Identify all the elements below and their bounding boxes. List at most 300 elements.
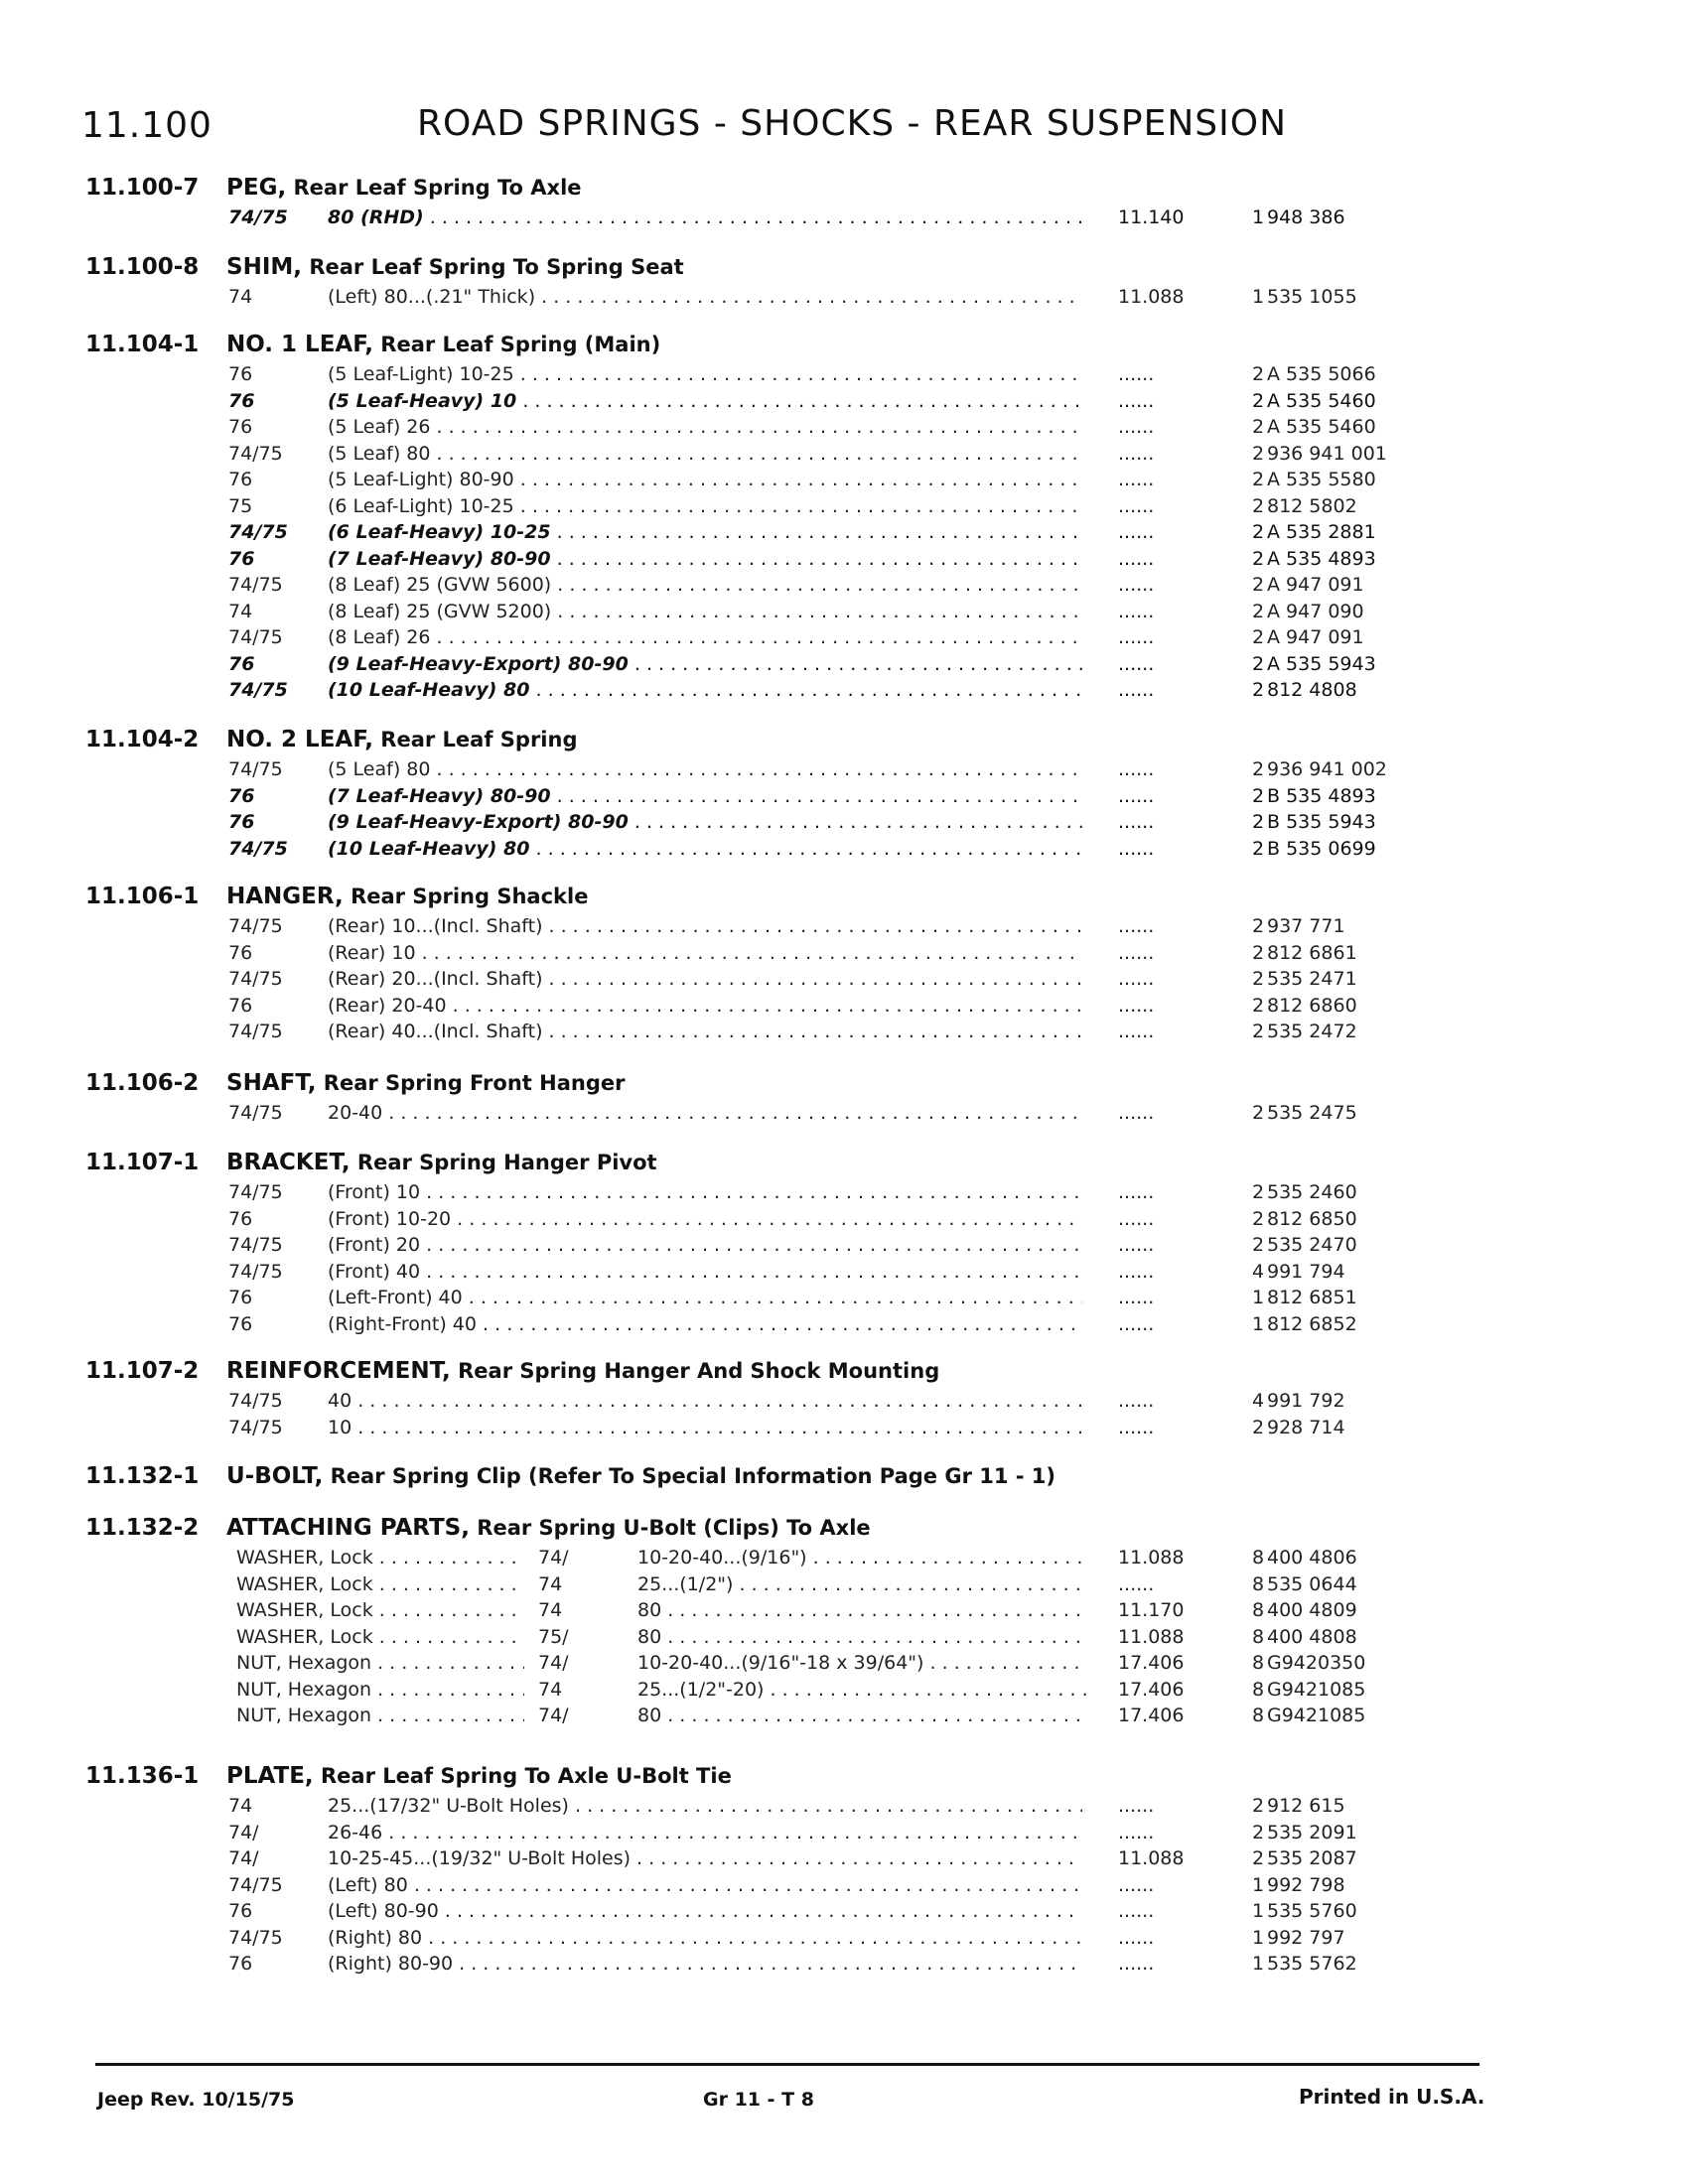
application-description: 10-20-40...(9/16") . . .: [637, 1545, 1086, 1571]
part-number: 812 6850: [1267, 1207, 1357, 1230]
quantity: 8: [1251, 1678, 1265, 1701]
application-description: (5 Leaf) 80 . . .: [328, 441, 1082, 468]
model-years: 74/75: [228, 626, 283, 648]
table-row: [0, 441, 1688, 468]
part-number: 400 4809: [1267, 1599, 1357, 1621]
model-years: 76: [228, 547, 255, 570]
quantity: 2: [1251, 1234, 1265, 1256]
quantity: 2: [1251, 626, 1265, 648]
table-row: [0, 1019, 1688, 1045]
quantity: 1: [1251, 286, 1265, 308]
application-description: 25...(1/2"-20) . . .: [637, 1677, 1086, 1704]
quantity: 2: [1251, 416, 1265, 438]
part-description: Rear Spring U-Bolt (Clips) To Axle: [477, 1516, 871, 1540]
application-description: (8 Leaf) 25 (GVW 5600) . . .: [328, 572, 1082, 599]
model-years: 74/: [538, 1547, 569, 1569]
application-description: (Front) 10-20 . . .: [328, 1206, 1082, 1233]
reference-number: 17.406: [1118, 1705, 1185, 1726]
part-description: Rear Leaf Spring (Main): [380, 333, 661, 356]
table-row: [0, 414, 1688, 441]
part-name: U-BOLT,: [226, 1463, 324, 1489]
reference-number: ......: [1118, 442, 1155, 465]
quantity: 1: [1251, 206, 1265, 228]
table-row: [0, 1793, 1688, 1820]
table-row: [0, 1925, 1688, 1952]
application-description: (8 Leaf) 25 (GVW 5200) . . .: [328, 599, 1082, 625]
reference-number: ......: [1118, 1390, 1155, 1412]
part-number: A 947 090: [1267, 600, 1364, 622]
quantity: 2: [1251, 1821, 1265, 1843]
reference-number: ......: [1118, 600, 1155, 622]
application-description: (10 Leaf-Heavy) 80 . . .: [328, 677, 1082, 704]
application-description: (5 Leaf-Light) 10-25 . . .: [328, 361, 1082, 388]
model-years: 74/75: [228, 837, 288, 860]
quantity: 2: [1251, 941, 1265, 964]
item-name: WASHER, Lock . . .: [236, 1545, 524, 1571]
table-row: [0, 1415, 1688, 1441]
part-number: 992 798: [1267, 1873, 1345, 1896]
quantity: 2: [1251, 758, 1265, 780]
quantity: 2: [1251, 521, 1265, 543]
application-description: 10 . . .: [328, 1415, 1082, 1441]
part-rows: [0, 361, 1688, 704]
reference-number: ......: [1118, 363, 1155, 385]
reference-number: ......: [1118, 389, 1155, 412]
model-years: 74/75: [228, 574, 283, 596]
table-row: [0, 783, 1688, 810]
part-description: Rear Spring Shackle: [351, 885, 589, 908]
quantity: 2: [1251, 679, 1265, 701]
reference-number: ......: [1118, 1873, 1155, 1896]
reference-number: 11.170: [1118, 1599, 1185, 1621]
part-number: 812 4808: [1267, 679, 1357, 701]
group-title: [226, 1515, 871, 1541]
part-number: 936 941 001: [1267, 442, 1387, 465]
group-title: [226, 175, 582, 201]
application-description: 80 (RHD) . . .: [328, 205, 1082, 231]
part-name: ATTACHING PARTS,: [226, 1515, 470, 1541]
reference-number: ......: [1118, 416, 1155, 438]
application-description: 10-20-40...(9/16"-18 x 39/64") . . .: [637, 1650, 1086, 1677]
part-name: PLATE,: [226, 1763, 314, 1789]
part-name: REINFORCEMENT,: [226, 1358, 451, 1384]
application-description: 10-25-45...(19/32" U-Bolt Holes) . . .: [328, 1845, 1082, 1872]
model-years: 74: [228, 600, 253, 622]
reference-number: ......: [1118, 1181, 1155, 1203]
application-description: (7 Leaf-Heavy) 80-90 . . .: [328, 783, 1082, 810]
reference-number: 17.406: [1118, 1678, 1185, 1701]
part-description: Rear Leaf Spring: [380, 728, 578, 751]
quantity: 2: [1251, 1847, 1265, 1869]
application-description: (10 Leaf-Heavy) 80 . . .: [328, 836, 1082, 863]
model-years: 74/: [538, 1705, 569, 1726]
part-number: 535 0644: [1267, 1572, 1357, 1595]
reference-number: ......: [1118, 941, 1155, 964]
reference-number: ......: [1118, 469, 1155, 490]
part-number: G9420350: [1267, 1652, 1366, 1674]
model-years: 74/75: [228, 1260, 283, 1283]
application-description: 80 . . .: [637, 1597, 1086, 1624]
part-number: 812 6851: [1267, 1287, 1357, 1308]
group-title: [226, 1763, 732, 1789]
quantity: 8: [1251, 1547, 1265, 1569]
table-row: [0, 1232, 1688, 1259]
quantity: 8: [1251, 1652, 1265, 1674]
table-row: [0, 940, 1688, 967]
quantity: 2: [1251, 1102, 1265, 1124]
part-number: G9421085: [1267, 1705, 1366, 1726]
model-years: 74/75: [228, 1234, 283, 1256]
part-number: 400 4808: [1267, 1625, 1357, 1648]
group-number: 11.104-1: [85, 332, 200, 357]
footer-divider: [95, 2063, 1479, 2066]
model-years: 76: [228, 1312, 253, 1335]
part-name: PEG,: [226, 175, 287, 201]
part-number: 937 771: [1267, 915, 1345, 937]
reference-number: 11.088: [1118, 1847, 1185, 1869]
part-name: HANGER,: [226, 884, 344, 909]
group-number: 11.100-7: [85, 175, 200, 201]
quantity: 4: [1251, 1260, 1265, 1283]
table-row: [0, 467, 1688, 493]
part-number: A 535 5460: [1267, 389, 1376, 412]
reference-number: ......: [1118, 1900, 1155, 1922]
footer-printed: Printed in U.S.A.: [1299, 2085, 1485, 2109]
model-years: 74: [228, 1795, 253, 1817]
reference-number: 11.140: [1118, 206, 1185, 228]
quantity: 1: [1251, 1287, 1265, 1308]
reference-number: ......: [1118, 1312, 1155, 1335]
table-row: [0, 1624, 1688, 1651]
quantity: 2: [1251, 574, 1265, 596]
quantity: 2: [1251, 389, 1265, 412]
application-description: (7 Leaf-Heavy) 80-90 . . .: [328, 546, 1082, 573]
part-number: A 535 4893: [1267, 547, 1376, 570]
reference-number: ......: [1118, 1926, 1155, 1949]
reference-number: ......: [1118, 1287, 1155, 1308]
model-years: 74/75: [228, 758, 283, 780]
model-years: 74/75: [228, 1416, 283, 1438]
reference-number: ......: [1118, 1953, 1155, 1975]
reference-number: ......: [1118, 626, 1155, 648]
group-title: [226, 332, 660, 357]
model-years: 75: [228, 494, 253, 517]
table-row: [0, 1311, 1688, 1338]
page-title: ROAD SPRINGS - SHOCKS - REAR SUSPENSION: [417, 103, 1287, 144]
application-description: (5 Leaf) 26 . . .: [328, 414, 1082, 441]
table-row: [0, 651, 1688, 678]
model-years: 74/75: [228, 206, 288, 228]
part-rows: [0, 205, 1688, 231]
quantity: 1: [1251, 1873, 1265, 1896]
model-years: 74/75: [228, 521, 288, 543]
part-number: 812 6860: [1267, 994, 1357, 1017]
model-years: 74/75: [228, 1926, 283, 1949]
model-years: 74/75: [228, 1181, 283, 1203]
application-description: 80 . . .: [637, 1624, 1086, 1651]
part-number: A 535 5460: [1267, 416, 1376, 438]
table-row: [0, 913, 1688, 940]
reference-number: ......: [1118, 1234, 1155, 1256]
table-row: [0, 1179, 1688, 1206]
quantity: 8: [1251, 1625, 1265, 1648]
reference-number: ......: [1118, 1795, 1155, 1817]
model-years: 74: [228, 286, 253, 308]
model-years: 74/75: [228, 915, 283, 937]
group-title: [226, 1358, 939, 1384]
application-description: 25...(1/2") . . .: [637, 1571, 1086, 1598]
reference-number: ......: [1118, 679, 1155, 701]
table-row: [0, 1285, 1688, 1311]
reference-number: ......: [1118, 1102, 1155, 1124]
table-row: [0, 284, 1688, 311]
model-years: 76: [228, 1207, 253, 1230]
table-row: [0, 546, 1688, 573]
model-years: 74/75: [228, 679, 288, 701]
part-rows: [0, 284, 1688, 311]
part-name: NO. 2 LEAF,: [226, 727, 373, 752]
group-title: [226, 1070, 625, 1096]
group-title: [226, 727, 577, 752]
application-description: (Rear) 10...(Incl. Shaft) . . .: [328, 913, 1082, 940]
reference-number: ......: [1118, 968, 1155, 990]
quantity: 2: [1251, 994, 1265, 1017]
quantity: 1: [1251, 1900, 1265, 1922]
part-number: 535 2475: [1267, 1102, 1357, 1124]
quantity: 8: [1251, 1705, 1265, 1726]
table-row: [0, 1259, 1688, 1286]
group-number: 11.132-1: [85, 1463, 200, 1489]
part-description: Rear Leaf Spring To Axle U-Bolt Tie: [320, 1764, 732, 1788]
table-row: [0, 1545, 1688, 1571]
application-description: 40 . . .: [328, 1388, 1082, 1415]
item-name: WASHER, Lock . . .: [236, 1597, 524, 1624]
reference-number: ......: [1118, 837, 1155, 860]
model-years: 74/75: [228, 1873, 283, 1896]
part-number: G9421085: [1267, 1678, 1366, 1701]
group-title: [226, 884, 588, 909]
reference-number: 11.088: [1118, 1625, 1185, 1648]
table-row: [0, 519, 1688, 546]
table-row: [0, 624, 1688, 651]
table-row: [0, 1388, 1688, 1415]
part-number: B 535 0699: [1267, 837, 1376, 860]
part-description: Rear Leaf Spring To Axle: [293, 176, 582, 200]
application-description: (6 Leaf-Heavy) 10-25 . . .: [328, 519, 1082, 546]
table-row: [0, 572, 1688, 599]
item-name: NUT, Hexagon . . .: [236, 1677, 524, 1704]
quantity: 4: [1251, 1390, 1265, 1412]
table-row: [0, 1571, 1688, 1598]
part-number: 535 2091: [1267, 1821, 1357, 1843]
table-row: [0, 1597, 1688, 1624]
part-number: 812 6852: [1267, 1312, 1357, 1335]
group-number: 11.106-2: [85, 1070, 200, 1096]
part-number: 535 2460: [1267, 1181, 1357, 1203]
part-name: BRACKET,: [226, 1150, 351, 1175]
reference-number: ......: [1118, 547, 1155, 570]
part-rows: [0, 1388, 1688, 1440]
group-title: [226, 1150, 657, 1175]
quantity: 2: [1251, 469, 1265, 490]
part-number: 535 2472: [1267, 1021, 1357, 1042]
model-years: 76: [228, 941, 253, 964]
model-years: 76: [228, 389, 255, 412]
group-number: 11.107-2: [85, 1358, 200, 1384]
part-description: Rear Spring Front Hanger: [323, 1071, 626, 1095]
table-row: [0, 966, 1688, 993]
table-row: [0, 756, 1688, 783]
model-years: 74/: [228, 1847, 259, 1869]
application-description: (6 Leaf-Light) 10-25 . . .: [328, 493, 1082, 520]
table-row: [0, 1820, 1688, 1846]
application-description: (Right-Front) 40 . . .: [328, 1311, 1082, 1338]
application-description: (Rear) 20...(Incl. Shaft) . . .: [328, 966, 1082, 993]
quantity: 2: [1251, 1021, 1265, 1042]
table-row: [0, 205, 1688, 231]
application-description: (Left) 80 . . .: [328, 1872, 1082, 1899]
table-row: [0, 1703, 1688, 1729]
quantity: 2: [1251, 1181, 1265, 1203]
application-description: 25...(17/32" U-Bolt Holes) . . .: [328, 1793, 1082, 1820]
reference-number: ......: [1118, 1572, 1155, 1595]
part-number: A 947 091: [1267, 626, 1364, 648]
part-rows: [0, 756, 1688, 862]
application-description: (Left) 80-90 . . .: [328, 1898, 1082, 1925]
part-number: A 535 5943: [1267, 652, 1376, 675]
model-years: 76: [228, 784, 255, 807]
part-number: 812 6861: [1267, 941, 1357, 964]
quantity: 2: [1251, 1207, 1265, 1230]
model-years: 76: [228, 994, 253, 1017]
reference-number: ......: [1118, 574, 1155, 596]
part-number: 400 4806: [1267, 1547, 1357, 1569]
item-name: NUT, Hexagon . . .: [236, 1703, 524, 1729]
section-number: 11.100: [81, 105, 212, 146]
table-row: [0, 1951, 1688, 1978]
reference-number: 11.088: [1118, 286, 1185, 308]
model-years: 75/: [538, 1625, 569, 1648]
quantity: 2: [1251, 363, 1265, 385]
group-number: 11.100-8: [85, 254, 200, 280]
reference-number: ......: [1118, 758, 1155, 780]
reference-number: ......: [1118, 1021, 1155, 1042]
part-number: 936 941 002: [1267, 758, 1387, 780]
quantity: 2: [1251, 837, 1265, 860]
quantity: 2: [1251, 494, 1265, 517]
application-description: (Rear) 20-40 . . .: [328, 993, 1082, 1020]
quantity: 2: [1251, 1795, 1265, 1817]
part-description: Rear Leaf Spring To Spring Seat: [309, 255, 684, 279]
application-description: (Left-Front) 40 . . .: [328, 1285, 1082, 1311]
quantity: 1: [1251, 1312, 1265, 1335]
footer-page-number: Gr 11 - T 8: [703, 2089, 814, 2111]
reference-number: ......: [1118, 915, 1155, 937]
part-number: 535 1055: [1267, 286, 1357, 308]
model-years: 74/75: [228, 1390, 283, 1412]
model-years: 74/75: [228, 968, 283, 990]
part-number: 535 5760: [1267, 1900, 1357, 1922]
model-years: 74: [538, 1678, 563, 1701]
group-number: 11.106-1: [85, 884, 200, 909]
application-description: (Right) 80-90 . . .: [328, 1951, 1082, 1978]
table-row: [0, 809, 1688, 836]
application-description: (Right) 80 . . .: [328, 1925, 1082, 1952]
application-description: 20-40 . . .: [328, 1100, 1082, 1127]
table-row: [0, 1206, 1688, 1233]
model-years: 74: [538, 1572, 563, 1595]
table-row: [0, 599, 1688, 625]
table-row: [0, 388, 1688, 415]
model-years: 74/75: [228, 1021, 283, 1042]
quantity: 1: [1251, 1953, 1265, 1975]
table-row: [0, 1845, 1688, 1872]
part-number: A 535 5066: [1267, 363, 1376, 385]
part-description: Rear Spring Hanger And Shock Mounting: [458, 1359, 940, 1383]
reference-number: ......: [1118, 1207, 1155, 1230]
quantity: 8: [1251, 1599, 1265, 1621]
model-years: 76: [228, 811, 255, 833]
quantity: 2: [1251, 547, 1265, 570]
part-number: 991 792: [1267, 1390, 1345, 1412]
application-description: (Rear) 40...(Incl. Shaft) . . .: [328, 1019, 1082, 1045]
model-years: 76: [228, 1287, 253, 1308]
quantity: 2: [1251, 652, 1265, 675]
part-name: SHIM,: [226, 254, 302, 280]
table-row: [0, 1677, 1688, 1704]
application-description: (5 Leaf-Heavy) 10 . . .: [328, 388, 1082, 415]
model-years: 74: [538, 1599, 563, 1621]
reference-number: ......: [1118, 1821, 1155, 1843]
part-number: A 535 5580: [1267, 469, 1376, 490]
application-description: (5 Leaf) 80 . . .: [328, 756, 1082, 783]
item-name: WASHER, Lock . . .: [236, 1571, 524, 1598]
application-description: 80 . . .: [637, 1703, 1086, 1729]
part-number: A 535 2881: [1267, 521, 1376, 543]
part-number: 992 797: [1267, 1926, 1345, 1949]
part-number: 535 2470: [1267, 1234, 1357, 1256]
part-number: B 535 5943: [1267, 811, 1376, 833]
reference-number: ......: [1118, 521, 1155, 543]
application-description: (Left) 80...(.21" Thick) . . .: [328, 284, 1082, 311]
part-number: 535 2087: [1267, 1847, 1357, 1869]
part-rows: [0, 913, 1688, 1045]
model-years: 76: [228, 1900, 253, 1922]
reference-number: ......: [1118, 994, 1155, 1017]
part-number: B 535 4893: [1267, 784, 1376, 807]
reference-number: 11.088: [1118, 1547, 1185, 1569]
reference-number: 17.406: [1118, 1652, 1185, 1674]
model-years: 76: [228, 1953, 253, 1975]
application-description: (5 Leaf-Light) 80-90 . . .: [328, 467, 1082, 493]
quantity: 2: [1251, 811, 1265, 833]
group-title: [226, 254, 684, 280]
quantity: 8: [1251, 1572, 1265, 1595]
part-number: 535 2471: [1267, 968, 1357, 990]
group-number: 11.136-1: [85, 1763, 200, 1789]
model-years: 74/: [538, 1652, 569, 1674]
table-row: [0, 1898, 1688, 1925]
item-name: NUT, Hexagon . . .: [236, 1650, 524, 1677]
part-description: Rear Spring Clip (Refer To Special Information Page Gr 11 - 1): [330, 1464, 1056, 1488]
part-number: 948 386: [1267, 206, 1345, 228]
part-number: 912 615: [1267, 1795, 1345, 1817]
group-title: [226, 1463, 1055, 1489]
model-years: 74/: [228, 1821, 259, 1843]
part-rows: [0, 1179, 1688, 1337]
model-years: 74/75: [228, 442, 283, 465]
table-row: [0, 1650, 1688, 1677]
